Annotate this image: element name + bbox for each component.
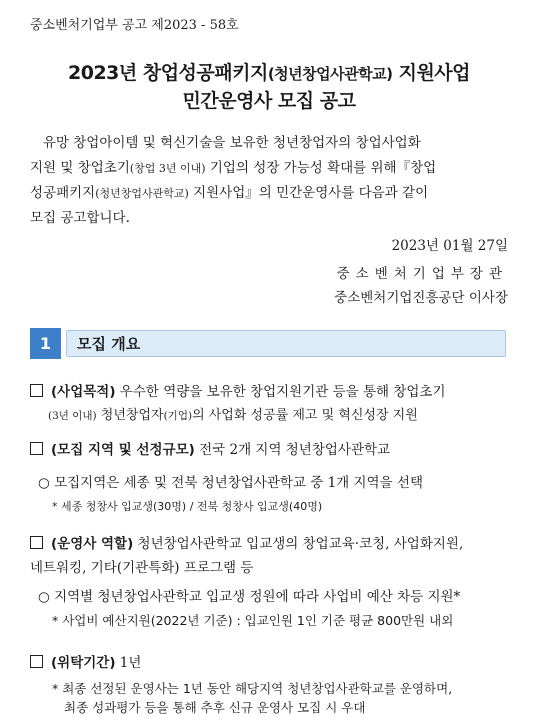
intro-line-3 — [30, 181, 508, 201]
checkbox-square-icon — [30, 442, 43, 455]
intro-text-2c: 기업의 성장 가능성 확대를 위해『창업 — [205, 160, 437, 176]
region-note: * 세종 청창사 입교생(30명) / 전북 청창사 입교생(40명) — [52, 500, 323, 513]
region-text: 전국 2개 지역 청년창업사관학교 — [194, 442, 391, 458]
role-label: (운영사 역할) — [51, 536, 134, 552]
intro-line-2 — [30, 156, 508, 176]
period-label: (위탁기간) — [51, 655, 116, 671]
purpose-continuation — [48, 404, 418, 423]
checkbox-square-icon — [30, 655, 43, 668]
role-note: * 사업비 예산지원(2022년 기준) : 입교인원 1인 기준 평균 800만원 내외 — [52, 613, 454, 628]
intro-text-3a: 성공패키지 — [30, 185, 96, 201]
section-number: 1 — [30, 328, 61, 359]
intro-text-3c: 지원사업』의 민간운영사를 다음과 같이 — [188, 185, 429, 201]
issuer-agency: 중소벤처기업진흥공단 이사장 — [334, 290, 508, 306]
title-line-2: 민간운영사 모집 공고 — [182, 90, 356, 112]
region-label: (모집 지역 및 선정규모) — [51, 442, 195, 458]
period-note-2: 최종 성과평가 등을 통해 추후 신규 운영사 모집 시 우대 — [64, 700, 366, 715]
title-line-1 — [0, 58, 538, 85]
intro-text-3b: (청년창업사관학교) — [95, 187, 189, 200]
purpose-label: (사업목적) — [51, 384, 116, 400]
title-end: 지원사업 — [392, 62, 470, 84]
intro-line-1 — [30, 131, 508, 151]
period-note-1: * 최종 선정된 운영사는 1년 동안 해당지역 청년창업사관학교를 운영하며, — [52, 681, 453, 696]
section-header — [30, 328, 506, 359]
title-paren: (청년창업사관학교) — [267, 65, 393, 83]
intro-text-2a: 지원 및 창업초기 — [30, 160, 130, 176]
purpose-cont-a: (3년 이내) — [48, 410, 97, 422]
intro-text-1: 유망 창업아이템 및 혁신기술을 보유한 청년창업자의 창업사업화 — [42, 135, 421, 151]
item-purpose — [30, 380, 446, 400]
issuer-ministry: 중소벤처기업부장관 — [336, 266, 508, 282]
purpose-cont-b: 청년창업자 — [96, 408, 164, 423]
announcement-date: 2023년 01월 27일 — [391, 238, 508, 254]
title-main: 2023년 창업성공패키지 — [68, 62, 268, 84]
region-circle-item: ○ 모집지역은 세종 및 전북 청년창업사관학교 중 1개 지역을 선택 — [38, 475, 424, 491]
section-title: 모집 개요 — [66, 330, 506, 357]
intro-text-2b: (창업 3년 이내) — [129, 162, 206, 175]
role-text: 청년창업사관학교 입교생의 창업교육·코칭, 사업화지원, — [133, 536, 464, 552]
intro-line-4: 모집 공고합니다. — [30, 210, 130, 226]
doc-number: 중소벤처기업부 공고 제2023 - 58호 — [30, 18, 239, 33]
item-region — [30, 438, 390, 458]
item-period — [30, 651, 141, 671]
role-circle-item: ○ 지역별 청년창업사관학교 입교생 정원에 따라 사업비 예산 차등 지원* — [38, 589, 461, 605]
checkbox-square-icon — [30, 384, 43, 397]
item-role — [30, 532, 463, 552]
purpose-cont-c: (기업) — [163, 410, 193, 422]
purpose-cont-d: 의 사업화 성공률 제고 및 혁신성장 지원 — [192, 408, 418, 423]
purpose-text: 우수한 역량을 보유한 창업지원기관 등을 통해 창업초기 — [115, 384, 446, 400]
period-text: 1년 — [115, 655, 142, 671]
checkbox-square-icon — [30, 536, 43, 549]
role-continuation: 네트워킹, 기타(기관특화) 프로그램 등 — [30, 560, 254, 576]
